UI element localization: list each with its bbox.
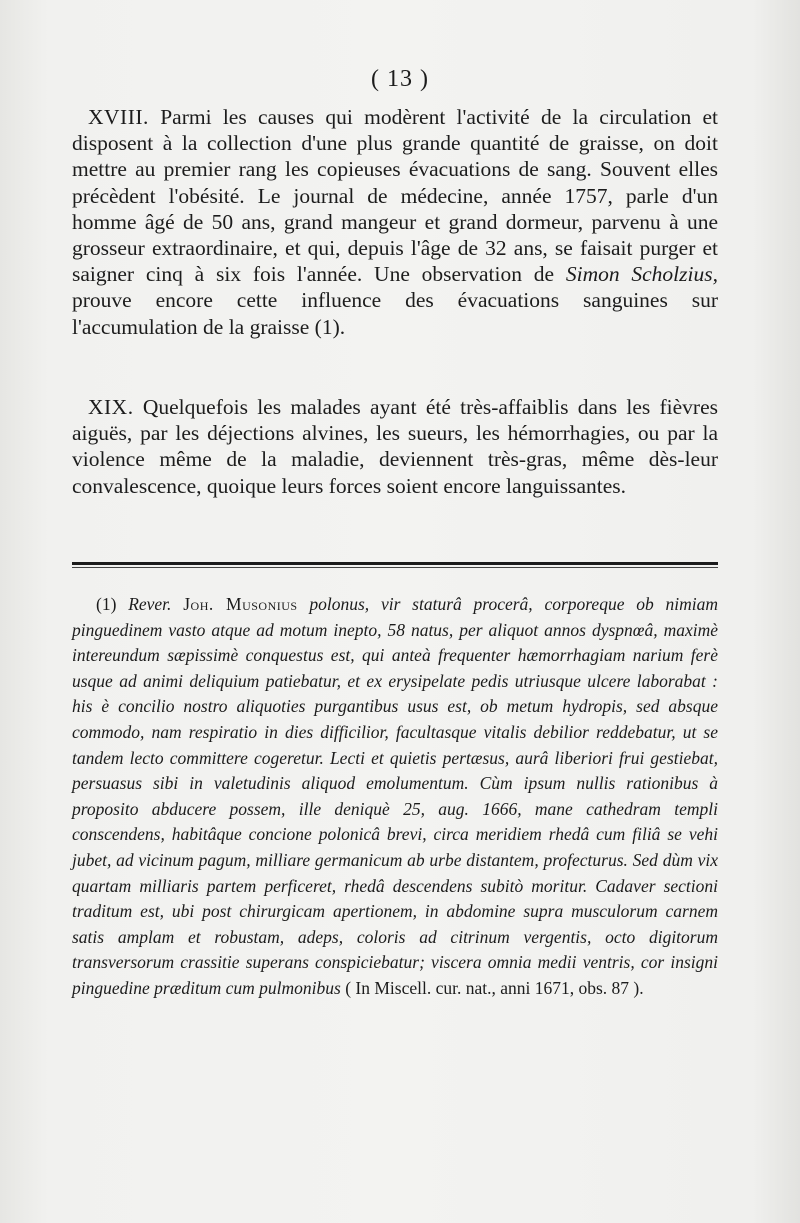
footnote-marker: (1) <box>96 594 117 614</box>
footnote <box>72 592 718 1002</box>
footnote-lead: Rever. <box>128 594 172 614</box>
paragraph-xviii <box>72 104 718 340</box>
page-number: ( 13 ) <box>371 66 429 92</box>
paragraph-xix <box>72 394 718 499</box>
paragraph-text-end: prouve encore cette influence des évacuations sanguines sur l'accumulation de la graisse (1). <box>72 288 718 339</box>
paragraph-text: Quelquefois les malades ayant été très-affaiblis dans les fièvres aiguës, par les déjections alvines, les sueurs, les hémorrhagies, ou par la violence même de la maladie, deviennent très-gras, même dès-leur convalescence, quoique leurs forces soient encore languissantes. <box>72 395 719 498</box>
footnote-text: polonus, vir staturâ procerâ, corporeque ob nimiam pinguedinem vasto atque ad motum inepto, 58 natus, per aliquot annos dyspnœâ, maximè intereundum sæpissimè conquestus est, qui anteà frequenter hæmorrhagiam narium ferè usque ad animi deliquium patiebatur, et ex erysipelate pedis utriusque ulcere laborabat : his è concilio nostro aliquoties purgantibus usus est, ob metum hydropis, sed absque commodo, nam respiratio in dies difficilior, facultasque vitalis debilior reddebatur, ut se tandem lecto committere cogeretur. Lecti et quietis pertæsus, aurâ liberiori frui gestiebat, persuasus sibi in valetudinis aliquod emolumentum. Cùm ipsum nullis rationibus à proposito abducere possem, ille deniquè 25, aug. 1666, mane cathedram templi conscendens, habitâque concione polonicâ brevi, circa meridiem rhedâ cum filiâ se vehi jubet, ad vicinum pagum, milliare germanicum ab urbe distantem, profecturus. Sed dùm vix quartam milliaris partem perficeret, rhedâ descendens subitò moritur. Cadaver sectioni traditum est, ubi post chirurgicam apertionem, in abdomine supra musculorum carnem satis amplam et robustam, adeps, coloris ad citrinum vergentis, octo digitorum transversorum crassitie superans conspiciebatur; viscera omnia medii ventris, cor insigni pinguedine præditum cum pulmonibus <box>72 594 719 998</box>
paragraph-number: XIX. <box>88 395 134 419</box>
main-text-2 <box>72 394 718 499</box>
paragraph-number: XVIII. <box>88 105 149 129</box>
author-name: Simon Scholzius, <box>565 262 718 287</box>
footnote-citation: ( In Miscell. cur. nat., anni 1671, obs. 87 ). <box>345 977 644 998</box>
main-text <box>72 104 718 340</box>
footnote-divider-thin <box>72 567 718 568</box>
footnote-divider <box>72 562 718 565</box>
paragraph-text: Parmi les causes qui modèrent l'activité de la circulation et disposent à la collection d'une plus grande quantité de graisse, on doit mettre au premier rang les copieuses évacuations de sang. Souvent elles précèdent l'obésité. Le journal de médecine, année 1757, parle d'un homme âgé de 50 ans, grand mangeur et grand dormeur, parvenu à une grosseur extraordinaire, et qui, depuis l'âge de 32 ans, se faisait purger et saigner cinq à six fois l'année. Une observation de <box>72 105 718 287</box>
footnote-person-name: Joh. Musonius <box>183 594 298 614</box>
